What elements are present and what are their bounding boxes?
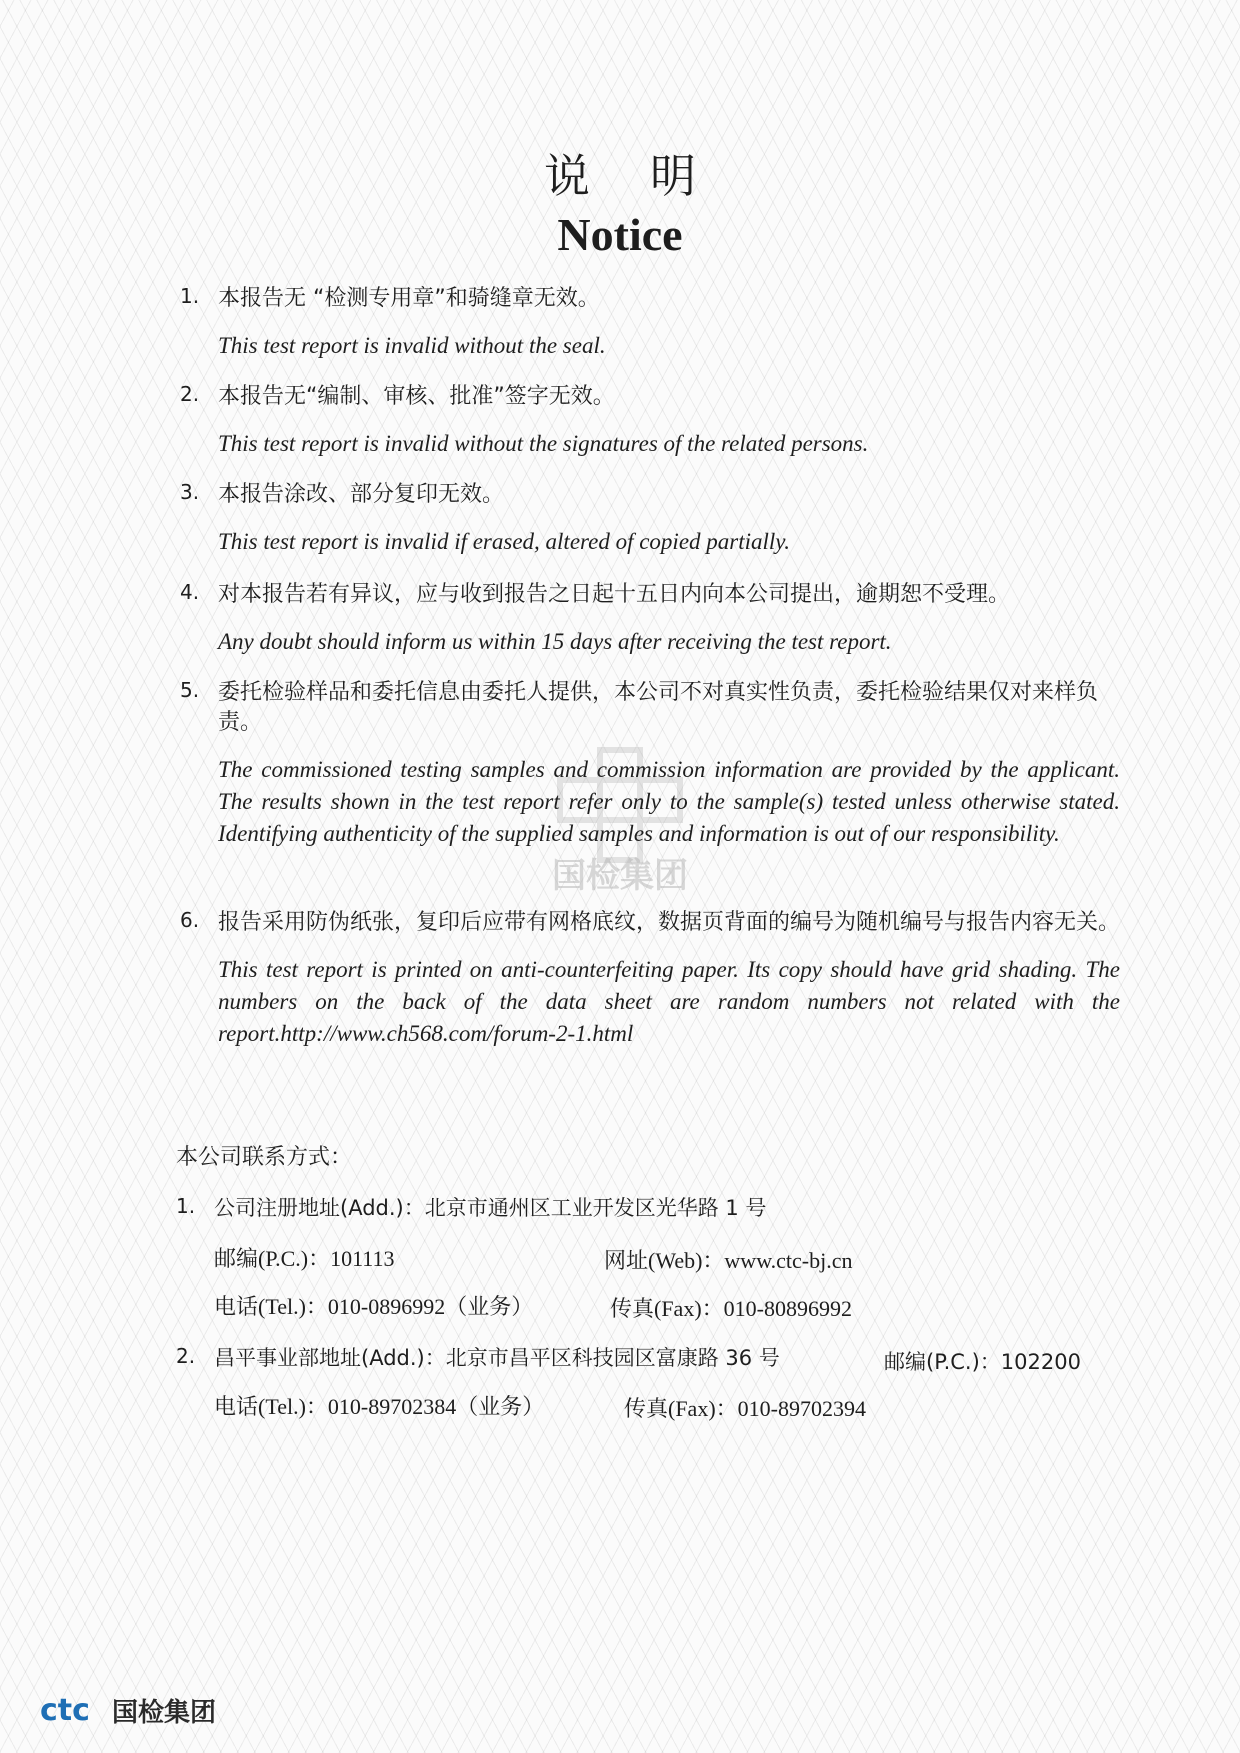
- contact-2-postcode: 邮编(P.C.)：102200: [884, 1350, 1081, 1374]
- item-text-en: Any doubt should inform us within 15 days after receiving the test report.: [218, 629, 892, 654]
- contact-1-website[interactable]: 网址(Web)：www.ctc-bj.cn: [604, 1248, 853, 1273]
- item-text-en: This test report is invalid if erased, altered of copied partially.: [218, 529, 790, 554]
- item-number: 3.: [180, 480, 200, 504]
- contact-heading: 本公司联系方式：: [176, 1145, 353, 1170]
- contact-2-number: 2.: [176, 1344, 196, 1368]
- page-title-en: Notice: [557, 209, 683, 260]
- notice-item-6: [180, 908, 1120, 1050]
- item-number: 2.: [180, 382, 200, 406]
- contact-1-telephone: 电话(Tel.)：010-0896992（业务）: [214, 1294, 534, 1319]
- contact-2-telephone: 电话(Tel.)：010-89702384（业务）: [214, 1394, 545, 1419]
- item-text-en: The commissioned testing samples and commission information are provided by the applicant. The results shown in the test report refer only to the sample(s) tested unless otherwise stated. Identifying authenticity of the supplied samples and information is out of our responsibility.: [218, 757, 1120, 846]
- item-text-cn: 对本报告若有异议，应与收到报告之日起十五日内向本公司提出，逾期恕不受理。: [218, 582, 1011, 607]
- item-text-cn: 本报告无 “检测专用章”和骑缝章无效。: [218, 286, 600, 311]
- item-text-cn: 本报告无“编制、审核、批准”签字无效。: [218, 384, 615, 409]
- notice-item-2: [180, 382, 1120, 460]
- contact-1-address: 公司注册地址(Add.)：北京市通州区工业开发区光华路 1 号: [214, 1196, 767, 1220]
- item-number: 1.: [180, 284, 200, 308]
- item-number: 6.: [180, 908, 200, 932]
- footer-company-name: 国检集团: [112, 1697, 217, 1728]
- contact-1-number: 1.: [176, 1194, 196, 1218]
- item-number: 4.: [180, 580, 200, 604]
- logo-text: ctc: [40, 1694, 90, 1726]
- item-text-en: This test report is invalid without the seal.: [218, 333, 606, 358]
- item-text-en: This test report is invalid without the signatures of the related persons.: [218, 431, 869, 456]
- notice-item-3: [180, 480, 1120, 558]
- contact-1-fax: 传真(Fax)：010-80896992: [610, 1296, 852, 1321]
- item-text-en: This test report is printed on anti-counterfeiting paper. Its copy should have grid shading. The numbers on the back of the data sheet are random numbers not related with the report.http://www.ch568.com/forum-2-1.html: [218, 957, 1120, 1046]
- notice-item-1: [180, 284, 1120, 362]
- contact-2-address: 昌平事业部地址(Add.)：北京市昌平区科技园区富康路 36 号: [214, 1346, 780, 1370]
- page-title-cn: 说明: [544, 149, 756, 203]
- contact-2-fax: 传真(Fax)：010-89702394: [624, 1396, 866, 1421]
- item-text-cn: 报告采用防伪纸张，复印后应带有网格底纹，数据页背面的编号为随机编号与报告内容无关。: [218, 910, 1121, 935]
- notice-item-4: [180, 580, 1120, 658]
- ctc-logo-icon: [40, 1694, 104, 1726]
- item-number: 5.: [180, 678, 200, 702]
- footer-logo: [40, 1690, 216, 1730]
- item-text-cn: 本报告涂改、部分复印无效。: [218, 482, 505, 507]
- notice-item-5: [180, 678, 1120, 850]
- contact-1-postcode: 邮编(P.C.)：101113: [214, 1246, 395, 1271]
- item-text-cn: 委托检验样品和委托信息由委托人提供，本公司不对真实性负责，委托检验结果仅对来样负责。: [218, 680, 1099, 735]
- watermark-text: 国检集团: [552, 856, 688, 896]
